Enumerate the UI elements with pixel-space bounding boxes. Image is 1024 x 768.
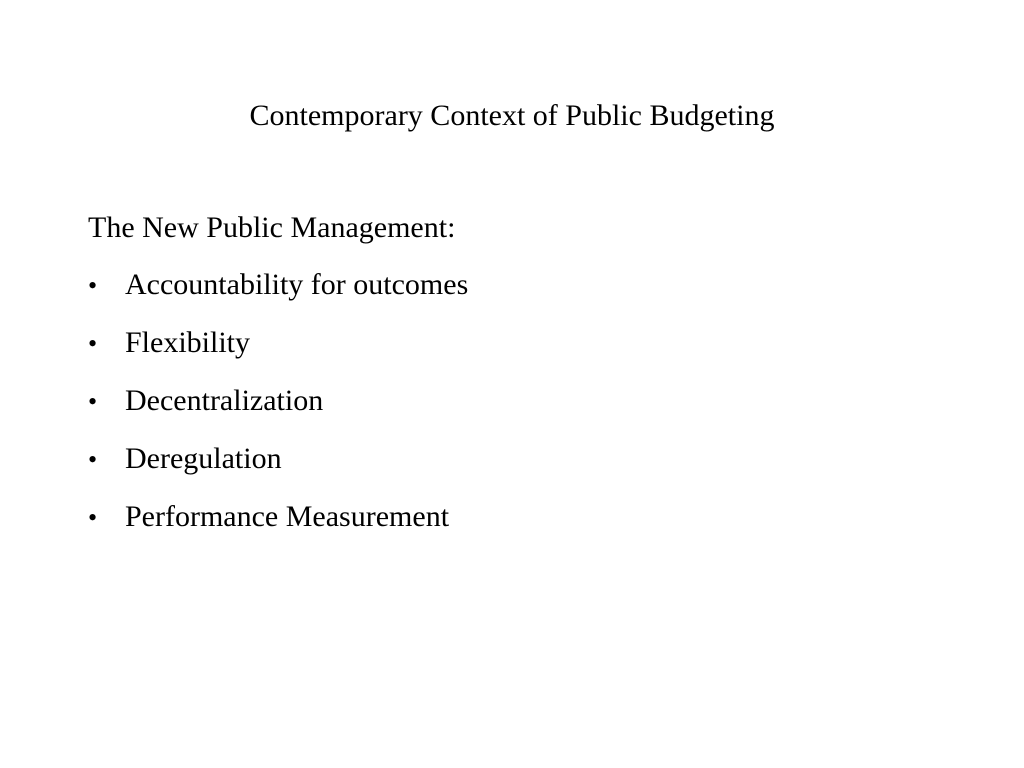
bullet-text: Decentralization — [125, 384, 324, 417]
bullet-icon: • — [88, 503, 98, 532]
bullet-item — [88, 263, 948, 308]
slide-title: Contemporary Context of Public Budgeting — [249, 99, 775, 132]
section-heading: The New Public Management: — [88, 211, 456, 244]
bullet-item — [88, 379, 948, 424]
bullet-icon: • — [88, 329, 98, 358]
bullet-text: Flexibility — [125, 326, 251, 359]
bullet-list — [88, 263, 948, 540]
bullet-text: Accountability for outcomes — [125, 268, 469, 301]
bullet-text: Deregulation — [125, 442, 282, 475]
bullet-text: Performance Measurement — [125, 500, 450, 533]
bullet-icon: • — [88, 271, 98, 300]
slide-content — [88, 206, 948, 553]
bullet-icon: • — [88, 445, 98, 474]
bullet-item — [88, 495, 948, 540]
bullet-icon: • — [88, 387, 98, 416]
bullet-item — [88, 321, 948, 366]
bullet-item — [88, 437, 948, 482]
